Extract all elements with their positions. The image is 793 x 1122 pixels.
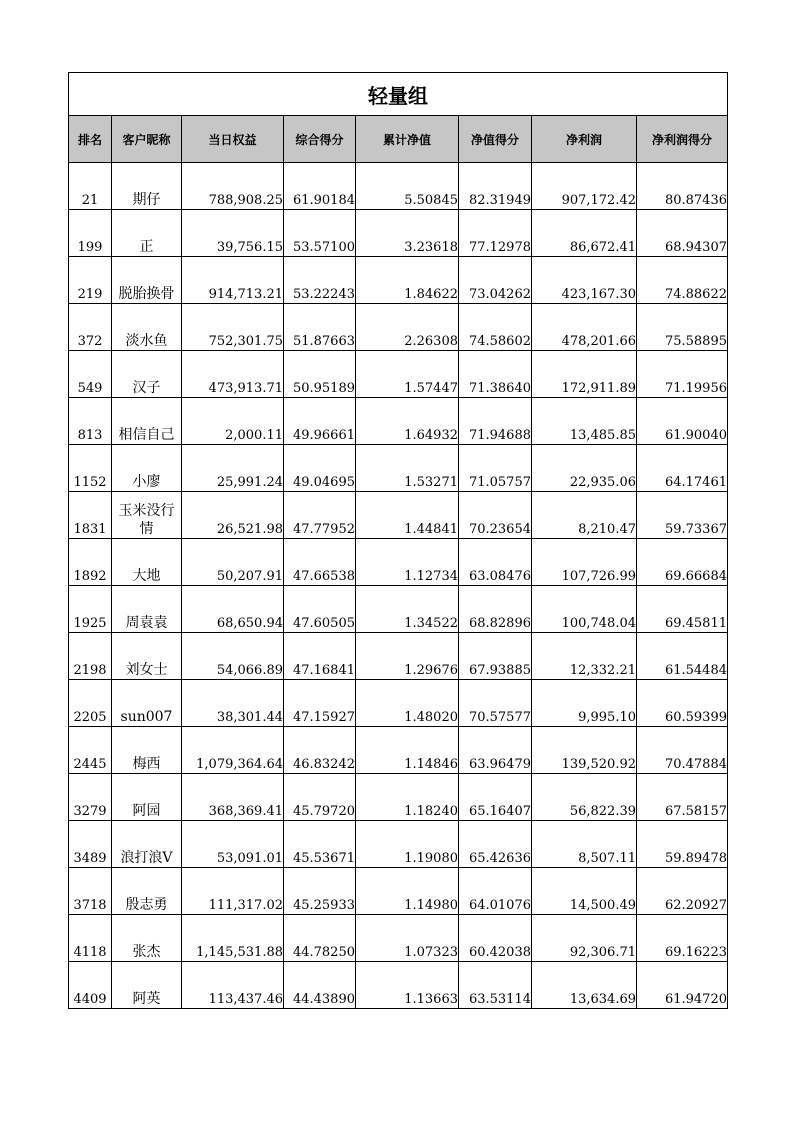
nickname-cell: 殷志勇 bbox=[112, 868, 182, 915]
rank-cell: 2205 bbox=[69, 680, 112, 727]
equity-cell: 368,369.41 bbox=[182, 774, 284, 821]
nav-cell: 1.64932 bbox=[356, 398, 459, 445]
rank-cell: 549 bbox=[69, 351, 112, 398]
nav-score-cell: 63.96479 bbox=[459, 727, 532, 774]
score-cell: 53.57100 bbox=[284, 210, 356, 257]
equity-cell: 2,000.11 bbox=[182, 398, 284, 445]
rank-cell: 21 bbox=[69, 163, 112, 210]
profit-cell: 14,500.49 bbox=[532, 868, 637, 915]
rank-cell: 4409 bbox=[69, 962, 112, 1009]
nav-cell: 1.07323 bbox=[356, 915, 459, 962]
nickname-cell: 玉米没行情 bbox=[112, 492, 182, 539]
rank-cell: 219 bbox=[69, 257, 112, 304]
profit-score-cell: 75.58895 bbox=[637, 304, 728, 351]
profit-cell: 12,332.21 bbox=[532, 633, 637, 680]
profit-cell: 56,822.39 bbox=[532, 774, 637, 821]
header-nickname: 客户昵称 bbox=[112, 116, 182, 163]
nickname-cell: 梅西 bbox=[112, 727, 182, 774]
header-profit: 净利润 bbox=[532, 116, 637, 163]
nav-cell: 1.84622 bbox=[356, 257, 459, 304]
score-cell: 47.66538 bbox=[284, 539, 356, 586]
nickname-cell: 张杰 bbox=[112, 915, 182, 962]
nickname-cell: 相信自己 bbox=[112, 398, 182, 445]
table-body bbox=[69, 163, 728, 1009]
profit-cell: 92,306.71 bbox=[532, 915, 637, 962]
equity-cell: 914,713.21 bbox=[182, 257, 284, 304]
profit-cell: 22,935.06 bbox=[532, 445, 637, 492]
equity-cell: 25,991.24 bbox=[182, 445, 284, 492]
table-row bbox=[69, 915, 728, 962]
rank-cell: 813 bbox=[69, 398, 112, 445]
nickname-cell: 浪打浪V bbox=[112, 821, 182, 868]
equity-cell: 54,066.89 bbox=[182, 633, 284, 680]
profit-score-cell: 80.87436 bbox=[637, 163, 728, 210]
equity-cell: 50,207.91 bbox=[182, 539, 284, 586]
nickname-cell: 期仔 bbox=[112, 163, 182, 210]
nav-cell: 5.50845 bbox=[356, 163, 459, 210]
nickname-cell: 正 bbox=[112, 210, 182, 257]
profit-cell: 423,167.30 bbox=[532, 257, 637, 304]
equity-cell: 473,913.71 bbox=[182, 351, 284, 398]
rank-cell: 3489 bbox=[69, 821, 112, 868]
score-cell: 44.78250 bbox=[284, 915, 356, 962]
equity-cell: 68,650.94 bbox=[182, 586, 284, 633]
header-score: 综合得分 bbox=[284, 116, 356, 163]
nickname-cell: sun007 bbox=[112, 680, 182, 727]
score-cell: 53.22243 bbox=[284, 257, 356, 304]
profit-score-cell: 67.58157 bbox=[637, 774, 728, 821]
profit-score-cell: 69.16223 bbox=[637, 915, 728, 962]
rank-cell: 3279 bbox=[69, 774, 112, 821]
score-cell: 47.16841 bbox=[284, 633, 356, 680]
profit-cell: 100,748.04 bbox=[532, 586, 637, 633]
nav-cell: 1.34522 bbox=[356, 586, 459, 633]
rank-cell: 2445 bbox=[69, 727, 112, 774]
header-nav-score: 净值得分 bbox=[459, 116, 532, 163]
score-cell: 45.79720 bbox=[284, 774, 356, 821]
score-cell: 47.77952 bbox=[284, 492, 356, 539]
profit-score-cell: 69.45811 bbox=[637, 586, 728, 633]
score-cell: 44.43890 bbox=[284, 962, 356, 1009]
equity-cell: 26,521.98 bbox=[182, 492, 284, 539]
profit-score-cell: 74.88622 bbox=[637, 257, 728, 304]
profit-cell: 107,726.99 bbox=[532, 539, 637, 586]
table-row bbox=[69, 868, 728, 915]
nav-score-cell: 70.23654 bbox=[459, 492, 532, 539]
score-cell: 46.83242 bbox=[284, 727, 356, 774]
table-row bbox=[69, 727, 728, 774]
equity-cell: 1,079,364.64 bbox=[182, 727, 284, 774]
rank-cell: 1925 bbox=[69, 586, 112, 633]
profit-cell: 139,520.92 bbox=[532, 727, 637, 774]
score-cell: 50.95189 bbox=[284, 351, 356, 398]
nickname-cell: 阿园 bbox=[112, 774, 182, 821]
nav-cell: 1.29676 bbox=[356, 633, 459, 680]
equity-cell: 1,145,531.88 bbox=[182, 915, 284, 962]
rank-cell: 3718 bbox=[69, 868, 112, 915]
profit-cell: 13,634.69 bbox=[532, 962, 637, 1009]
table-row bbox=[69, 821, 728, 868]
score-cell: 47.60505 bbox=[284, 586, 356, 633]
nav-cell: 1.12734 bbox=[356, 539, 459, 586]
nav-score-cell: 65.42636 bbox=[459, 821, 532, 868]
equity-cell: 39,756.15 bbox=[182, 210, 284, 257]
table-row bbox=[69, 492, 728, 539]
table-row bbox=[69, 257, 728, 304]
equity-cell: 788,908.25 bbox=[182, 163, 284, 210]
nav-score-cell: 67.93885 bbox=[459, 633, 532, 680]
header-nav: 累计净值 bbox=[356, 116, 459, 163]
header-row bbox=[69, 116, 728, 163]
profit-score-cell: 61.94720 bbox=[637, 962, 728, 1009]
equity-cell: 53,091.01 bbox=[182, 821, 284, 868]
profit-score-cell: 71.19956 bbox=[637, 351, 728, 398]
table-row bbox=[69, 304, 728, 351]
table-row bbox=[69, 962, 728, 1009]
rank-cell: 199 bbox=[69, 210, 112, 257]
score-cell: 51.87663 bbox=[284, 304, 356, 351]
profit-score-cell: 61.90040 bbox=[637, 398, 728, 445]
header-rank: 排名 bbox=[69, 116, 112, 163]
nav-score-cell: 82.31949 bbox=[459, 163, 532, 210]
score-cell: 47.15927 bbox=[284, 680, 356, 727]
nav-score-cell: 71.05757 bbox=[459, 445, 532, 492]
rank-cell: 1152 bbox=[69, 445, 112, 492]
table-title: 轻量组 bbox=[69, 73, 728, 116]
rank-cell: 1831 bbox=[69, 492, 112, 539]
header-equity: 当日权益 bbox=[182, 116, 284, 163]
nav-score-cell: 71.94688 bbox=[459, 398, 532, 445]
profit-score-cell: 60.59399 bbox=[637, 680, 728, 727]
profit-cell: 9,995.10 bbox=[532, 680, 637, 727]
rank-cell: 4118 bbox=[69, 915, 112, 962]
table-row bbox=[69, 680, 728, 727]
nav-score-cell: 63.08476 bbox=[459, 539, 532, 586]
profit-cell: 8,507.11 bbox=[532, 821, 637, 868]
profit-cell: 907,172.42 bbox=[532, 163, 637, 210]
ranking-table bbox=[68, 72, 728, 1009]
profit-cell: 8,210.47 bbox=[532, 492, 637, 539]
rank-cell: 1892 bbox=[69, 539, 112, 586]
nav-cell: 1.53271 bbox=[356, 445, 459, 492]
profit-score-cell: 70.47884 bbox=[637, 727, 728, 774]
profit-score-cell: 61.54484 bbox=[637, 633, 728, 680]
nav-cell: 1.18240 bbox=[356, 774, 459, 821]
nav-score-cell: 77.12978 bbox=[459, 210, 532, 257]
nav-cell: 1.48020 bbox=[356, 680, 459, 727]
table-row bbox=[69, 633, 728, 680]
nav-cell: 3.23618 bbox=[356, 210, 459, 257]
nav-cell: 1.44841 bbox=[356, 492, 459, 539]
nickname-cell: 大地 bbox=[112, 539, 182, 586]
nav-cell: 1.14980 bbox=[356, 868, 459, 915]
nickname-cell: 汉子 bbox=[112, 351, 182, 398]
equity-cell: 752,301.75 bbox=[182, 304, 284, 351]
profit-cell: 13,485.85 bbox=[532, 398, 637, 445]
nav-cell: 1.13663 bbox=[356, 962, 459, 1009]
nickname-cell: 淡水鱼 bbox=[112, 304, 182, 351]
equity-cell: 113,437.46 bbox=[182, 962, 284, 1009]
table-row bbox=[69, 210, 728, 257]
score-cell: 49.04695 bbox=[284, 445, 356, 492]
profit-score-cell: 69.66684 bbox=[637, 539, 728, 586]
header-profit-score: 净利润得分 bbox=[637, 116, 728, 163]
nickname-cell: 阿英 bbox=[112, 962, 182, 1009]
profit-score-cell: 62.20927 bbox=[637, 868, 728, 915]
rank-cell: 372 bbox=[69, 304, 112, 351]
nickname-cell: 小廖 bbox=[112, 445, 182, 492]
table-row bbox=[69, 398, 728, 445]
equity-cell: 111,317.02 bbox=[182, 868, 284, 915]
profit-score-cell: 68.94307 bbox=[637, 210, 728, 257]
profit-score-cell: 59.73367 bbox=[637, 492, 728, 539]
table-row bbox=[69, 163, 728, 210]
nav-score-cell: 70.57577 bbox=[459, 680, 532, 727]
nickname-cell: 刘女士 bbox=[112, 633, 182, 680]
table-row bbox=[69, 445, 728, 492]
nickname-cell: 周袁袁 bbox=[112, 586, 182, 633]
profit-cell: 86,672.41 bbox=[532, 210, 637, 257]
rank-cell: 2198 bbox=[69, 633, 112, 680]
nav-score-cell: 64.01076 bbox=[459, 868, 532, 915]
profit-score-cell: 59.89478 bbox=[637, 821, 728, 868]
nav-score-cell: 65.16407 bbox=[459, 774, 532, 821]
score-cell: 49.96661 bbox=[284, 398, 356, 445]
equity-cell: 38,301.44 bbox=[182, 680, 284, 727]
nav-score-cell: 63.53114 bbox=[459, 962, 532, 1009]
table-row bbox=[69, 351, 728, 398]
score-cell: 45.53671 bbox=[284, 821, 356, 868]
table-row bbox=[69, 774, 728, 821]
profit-cell: 172,911.89 bbox=[532, 351, 637, 398]
profit-score-cell: 64.17461 bbox=[637, 445, 728, 492]
nav-score-cell: 74.58602 bbox=[459, 304, 532, 351]
nav-score-cell: 73.04262 bbox=[459, 257, 532, 304]
nav-cell: 1.57447 bbox=[356, 351, 459, 398]
nav-score-cell: 68.82896 bbox=[459, 586, 532, 633]
nav-cell: 1.14846 bbox=[356, 727, 459, 774]
nav-score-cell: 71.38640 bbox=[459, 351, 532, 398]
table-row bbox=[69, 586, 728, 633]
score-cell: 61.90184 bbox=[284, 163, 356, 210]
table-row bbox=[69, 539, 728, 586]
profit-cell: 478,201.66 bbox=[532, 304, 637, 351]
nav-score-cell: 60.42038 bbox=[459, 915, 532, 962]
score-cell: 45.25933 bbox=[284, 868, 356, 915]
nav-cell: 1.19080 bbox=[356, 821, 459, 868]
nav-cell: 2.26308 bbox=[356, 304, 459, 351]
nickname-cell: 脱胎换骨 bbox=[112, 257, 182, 304]
